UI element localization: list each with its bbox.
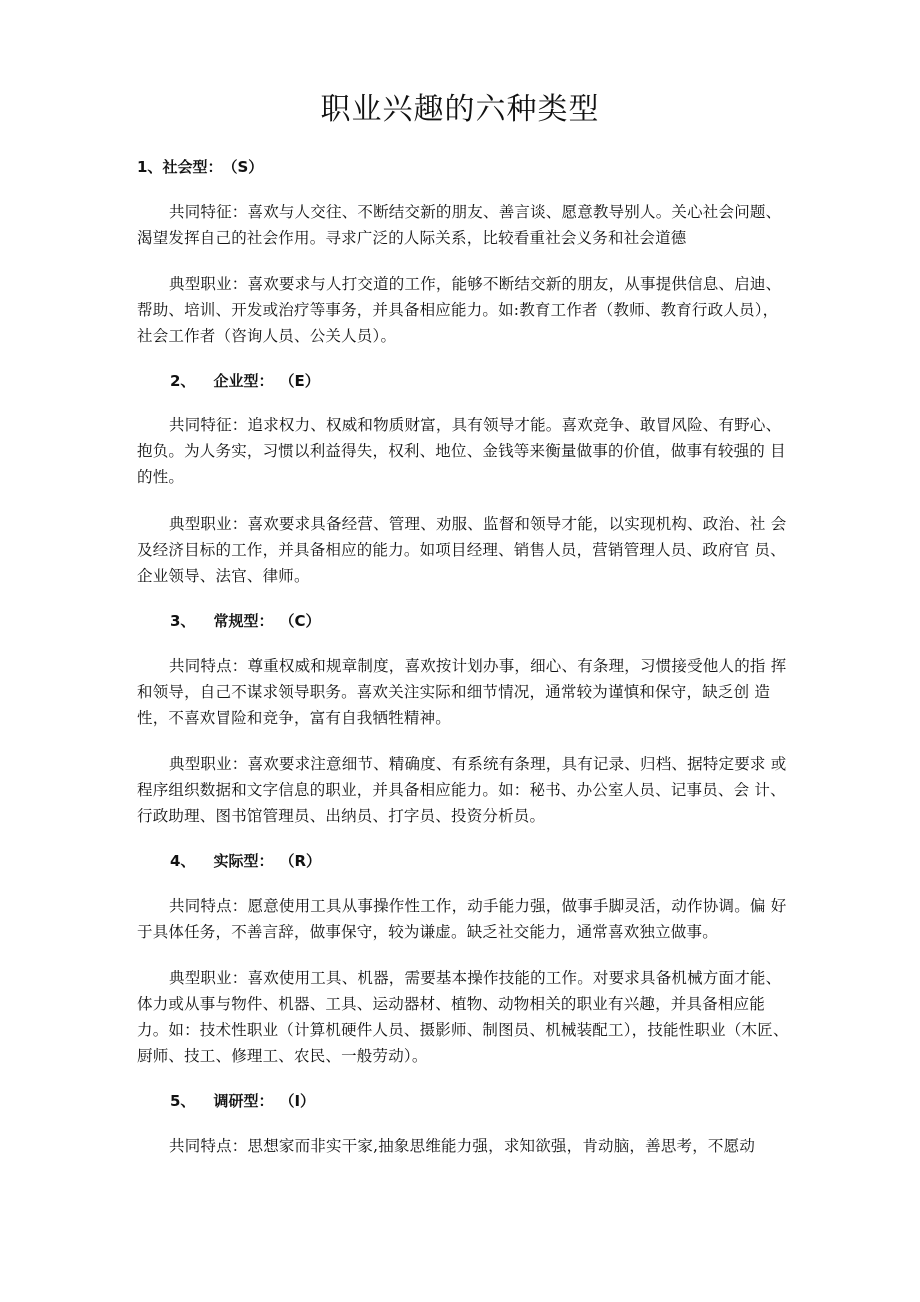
section-name: 调研型： [213,1092,274,1110]
section-trait-text: 共同特点：思想家而非实干家,抽象思维能力强，求知欲强，肯动脑，善思考，不愿动 [169,1137,756,1155]
section-number: 4、 [170,852,196,870]
section-trait-text: 共同特征：追求权力、权威和物质财富，具有领导才能。喜欢竞争、敢冒风险、有野心、 抱负。为人务实，习惯以利益得失，权利、地位、金钱等来衡量做事的价值，做事有较强的 目的性。 [137,416,786,486]
section-number: 5、 [170,1092,196,1110]
section-name: 企业型： [213,372,274,390]
section-trait-text: 共同特征：喜欢与人交往、不断结交新的朋友、善言谈、愿意教导别人。关心社会问题、 渴望发挥自己的社会作用。寻求广泛的人际关系，比较看重社会义务和社会道德 [137,203,782,247]
section-number: 2、 [170,372,196,390]
section-heading-social [137,156,263,178]
section-career-text: 典型职业：喜欢要求具备经营、管理、劝服、监督和领导才能，以实现机构、政治、社 会及经济目标的工作，并具备相应的能力。如项目经理、销售人员，营销管理人员、政府官 员、企业领导、法官、律师。 [137,515,787,585]
section-heading-enterprising [170,370,320,392]
section-code: （E） [279,372,320,390]
section-heading-investigative [170,1090,315,1112]
section-code: （I） [279,1092,316,1110]
section-heading-realistic [170,850,321,872]
section-career-text: 典型职业：喜欢要求与人打交道的工作，能够不断结交新的朋友，从事提供信息、启迪、 帮助、培训、开发或治疗等事务，并具备相应能力。如:教育工作者（教师、教育行政人员）， 社会工作者（咨询人员、公关人员）。 [137,275,782,345]
section-name: 实际型： [213,852,274,870]
section-code: （S） [222,158,264,176]
section-heading-conventional [170,610,320,632]
section-career-text: 典型职业：喜欢要求注意细节、精确度、有系统有条理，具有记录、归档、据特定要求 或程序组织数据和文字信息的职业，并具备相应能力。如：秘书、办公室人员、记事员、会 计、行政助理、图书馆管理员、出纳员、打字员、投资分析员。 [137,755,787,825]
section-trait-text: 共同特点：尊重权威和规章制度，喜欢按计划办事，细心、有条理，习惯接受他人的指 挥和领导，自己不谋求领导职务。喜欢关注实际和细节情况，通常较为谨慎和保守，缺乏创 造性，不喜欢冒险和竞争，富有自我牺牲精神。 [137,657,787,727]
section-trait-text: 共同特点：愿意使用工具从事操作性工作，动手能力强，做事手脚灵活，动作协调。偏 好于具体任务，不善言辞，做事保守，较为谦虚。缺乏社交能力，通常喜欢独立做事。 [137,897,787,941]
document-title: 职业兴趣的六种类型 [320,92,600,127]
section-number: 1、 [137,158,163,176]
section-code: （C） [279,612,321,630]
section-career-text: 典型职业：喜欢使用工具、机器，需要基本操作技能的工作。对要求具备机械方面才能、 体力或从事与物件、机器、工具、运动器材、植物、动物相关的职业有兴趣，并具备相应能 力。如：技术性职业（计算机硬件人员、摄影师、制图员、机械装配工），技能性职业（木匠、 厨师、技工、修理工、农民、一般劳动）。 [137,969,789,1065]
section-code: （R） [279,852,322,870]
section-number: 3、 [170,612,196,630]
section-name: 社会型： [162,158,223,176]
section-name: 常规型： [213,612,274,630]
